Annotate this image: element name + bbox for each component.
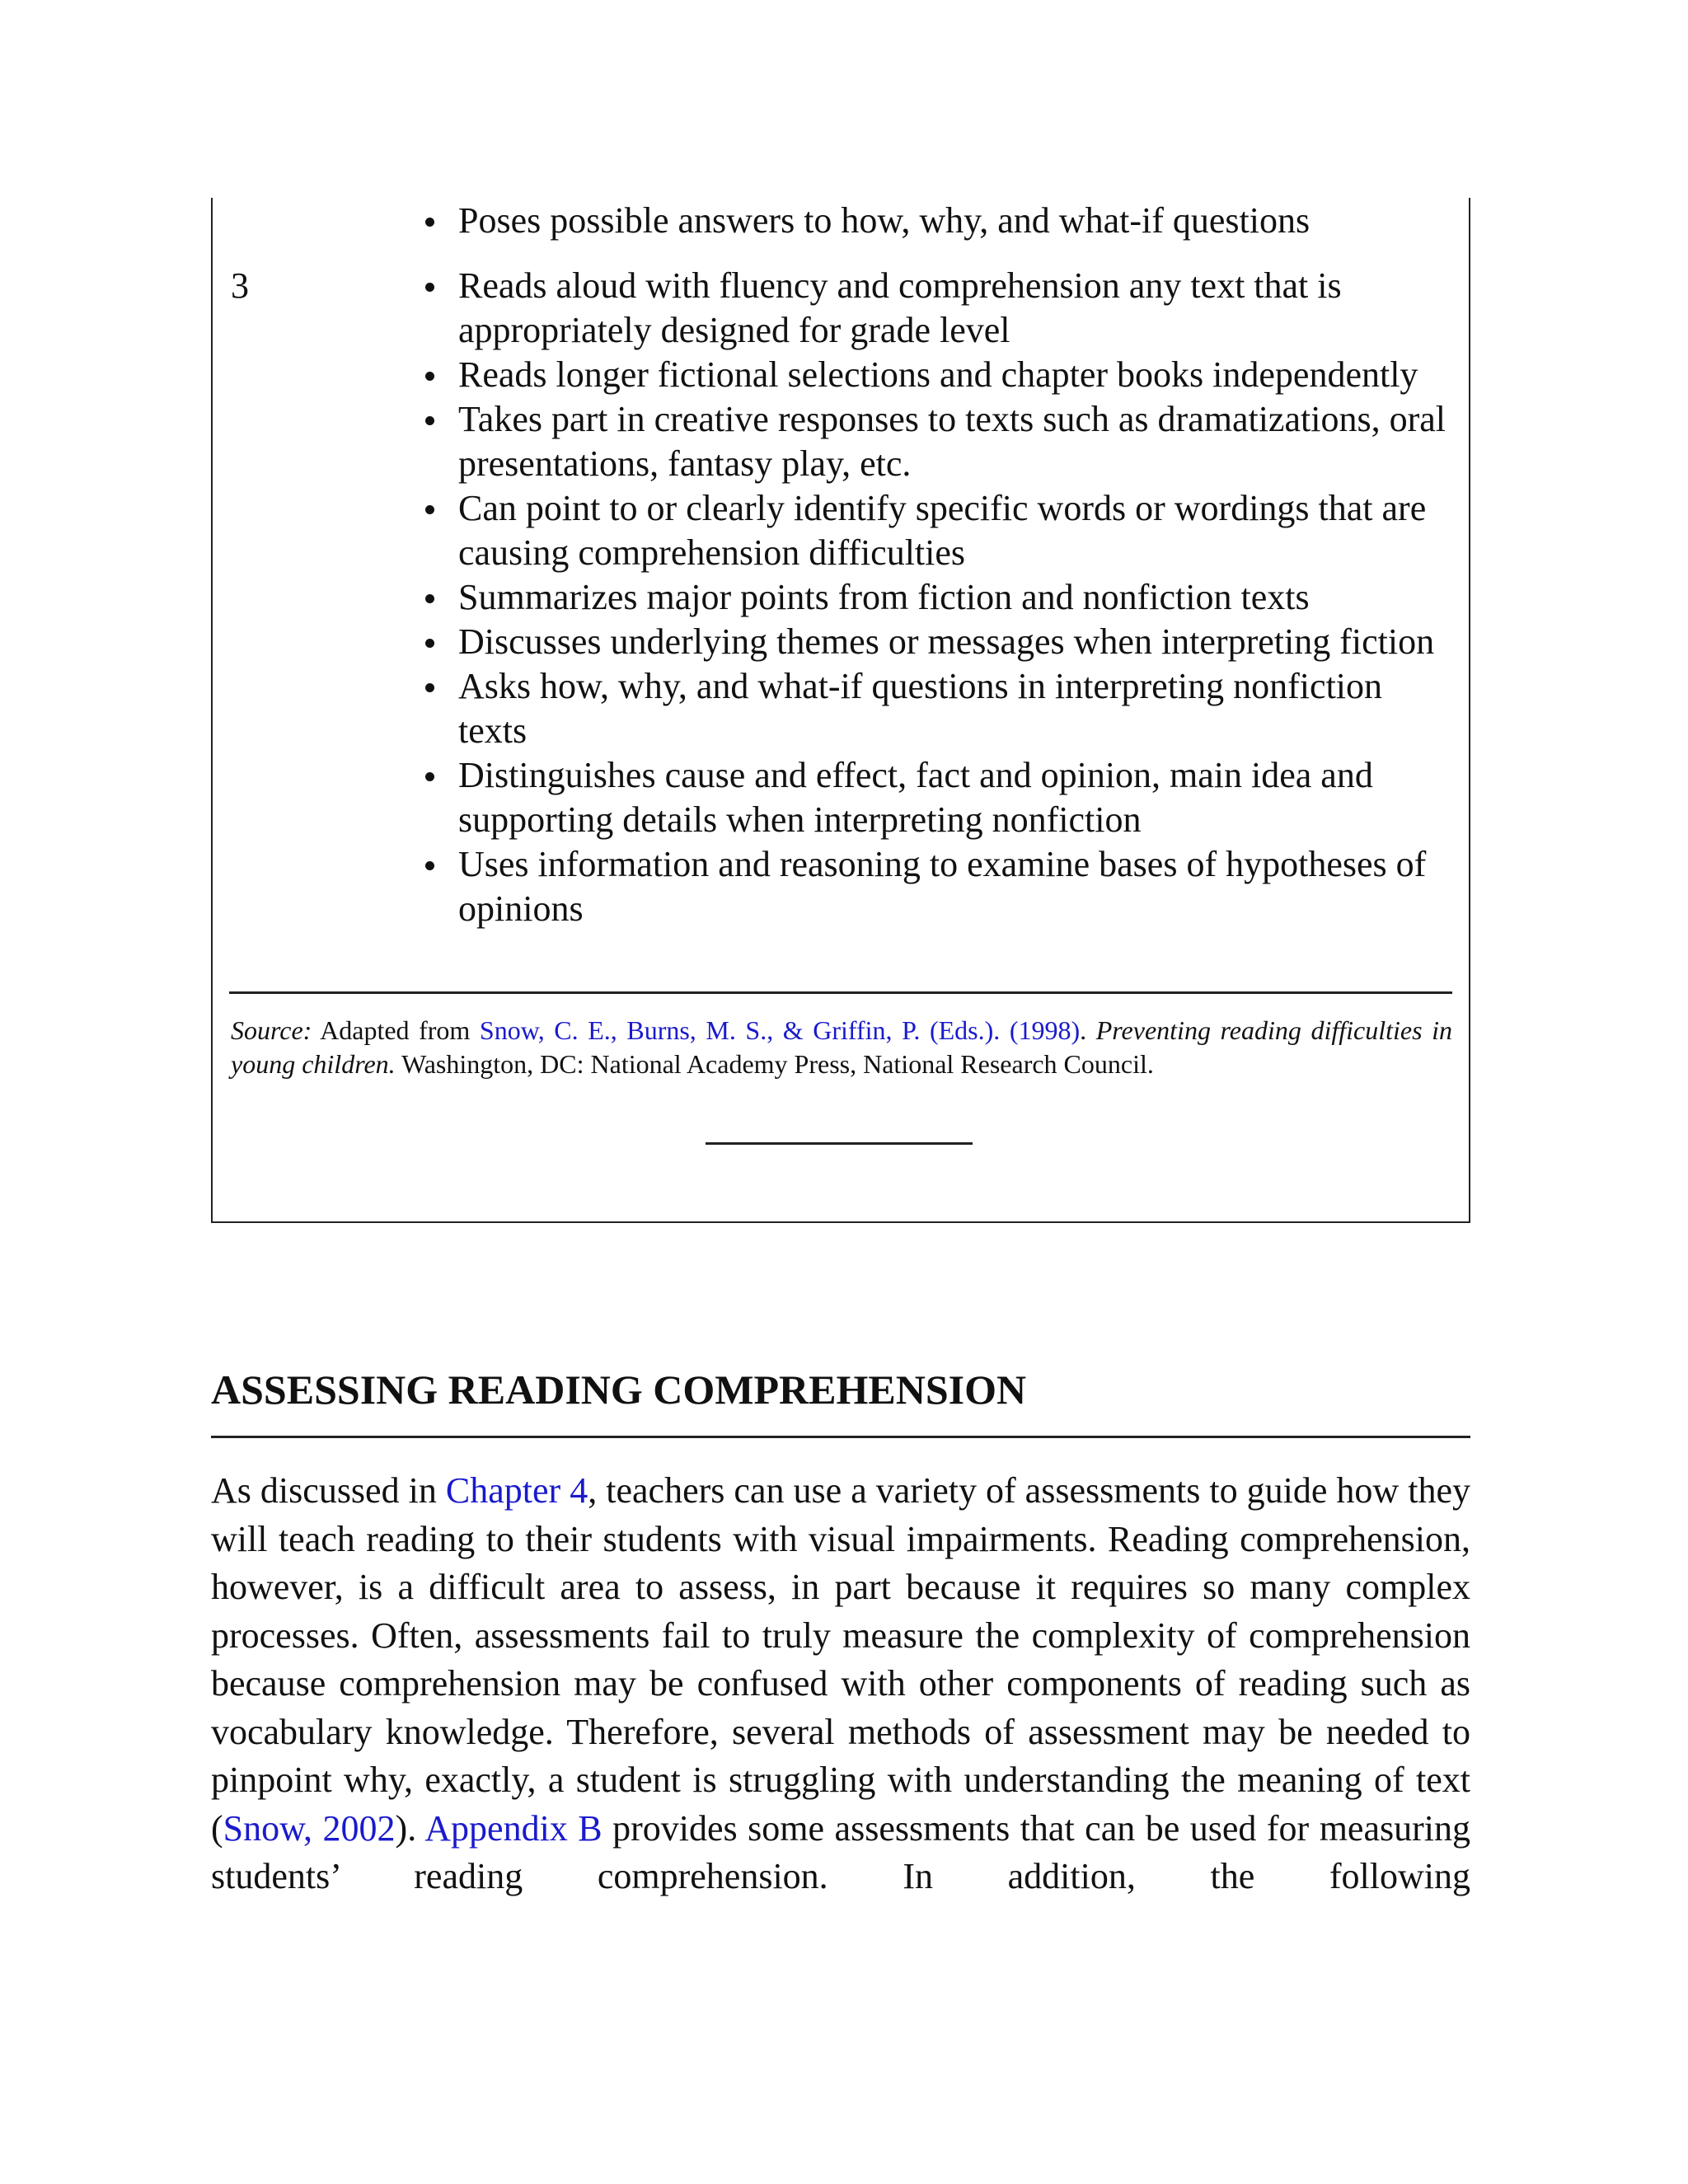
list-item: Uses information and reasoning to examine bases of hypotheses of opinions xyxy=(420,842,1451,931)
paragraph-text: , teachers can use a variety of assessments to guide how they will teach reading to their students with visual impairments. Reading comprehension, however, is a difficult area to assess, in part because it requires so many complex processes. Often, assessments fail to truly measure the complexity of comprehension because comprehension may be confused with other components of reading such as vocabulary knowledge. Therefore, several methods of assessment may be needed to pinpoint why, exactly, a student is struggling with understanding the meaning of text ( xyxy=(211,1470,1470,1849)
list-item: Can point to or clearly identify specific words or wordings that are causing comprehension difficulties xyxy=(420,486,1451,575)
sidebar-end-divider xyxy=(706,1142,973,1145)
body-paragraph xyxy=(211,1467,1470,1901)
grade-label: 3 xyxy=(231,265,249,306)
appendix-b-link[interactable]: Appendix B xyxy=(424,1807,603,1849)
source-book-title: Preventing reading difficulties in young children. xyxy=(231,1015,1453,1079)
list-item: Poses possible answers to how, why, and what-if questions xyxy=(420,199,1451,243)
section-heading: ASSESSING READING COMPREHENSION xyxy=(211,1366,1027,1413)
list-item: Asks how, why, and what-if questions in interpreting nonfiction texts xyxy=(420,664,1451,753)
heading-rule xyxy=(211,1436,1470,1438)
list-item: Reads longer fictional selections and chapter books independently xyxy=(420,353,1451,397)
list-item: Summarizes major points from fiction and nonfiction texts xyxy=(420,575,1451,620)
source-publisher: Washington, DC: National Academy Press, National Research Council. xyxy=(395,1049,1154,1079)
source-citation-link[interactable]: Snow, C. E., Burns, M. S., & Griffin, P. (Eds.). (1998) xyxy=(479,1015,1081,1045)
grade3-milestones-list xyxy=(420,264,1451,931)
snow-2002-link[interactable]: Snow, 2002 xyxy=(223,1807,396,1849)
paragraph-text: As discussed in xyxy=(211,1470,446,1511)
table-source-note xyxy=(231,1014,1452,1081)
list-item: Distinguishes cause and effect, fact and opinion, main idea and supporting details when interpreting nonfiction xyxy=(420,753,1451,842)
source-period: . xyxy=(1080,1015,1096,1045)
list-item: Reads aloud with fluency and comprehension any text that is appropriately designed for grade level xyxy=(420,264,1451,353)
paragraph-text: ). xyxy=(395,1807,425,1849)
list-item: Takes part in creative responses to texts such as dramatizations, oral presentations, fantasy play, etc. xyxy=(420,397,1451,486)
source-prefix: Adapted from xyxy=(312,1015,480,1045)
list-item: Discusses underlying themes or messages when interpreting fiction xyxy=(420,620,1451,664)
paragraph-text: provides some assessments that can be used for measuring students’ reading comprehension. In addition, the following xyxy=(211,1807,1470,1896)
table-bottom-rule xyxy=(229,991,1452,994)
source-label: Source: xyxy=(231,1015,312,1045)
chapter-4-link[interactable]: Chapter 4 xyxy=(445,1470,588,1511)
grade2-continued-list xyxy=(420,199,1451,243)
